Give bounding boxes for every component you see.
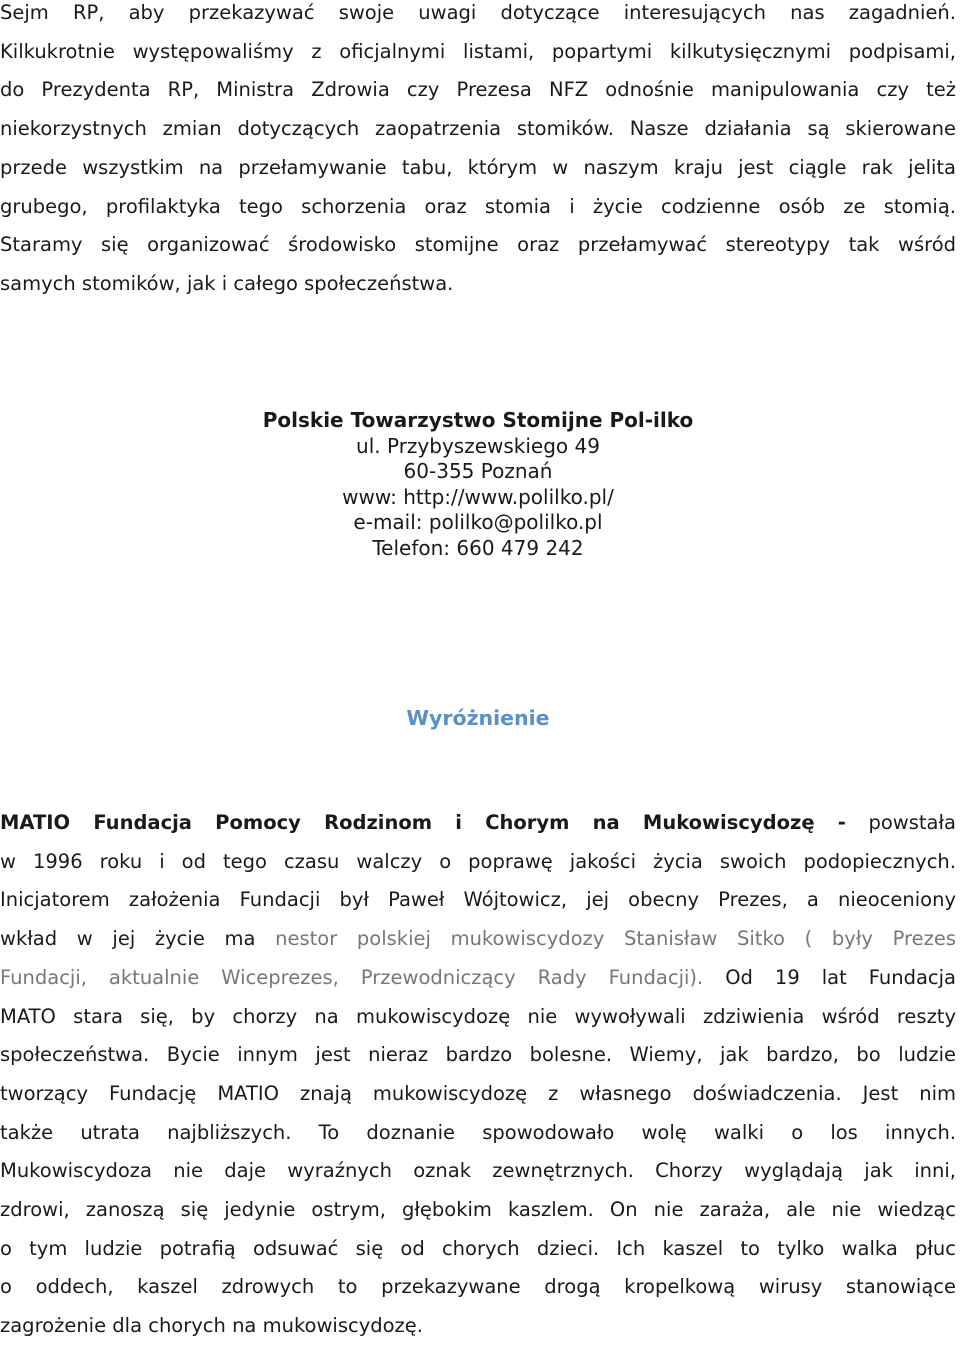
text-line: także utrata najbliższych. To doznanie spowodowało wolę walki o los innych. xyxy=(0,1120,956,1144)
text-line xyxy=(0,959,956,998)
gray-text-run: nestor polskiej mukowiscydozy Stanisław Sitko ( były Prezes xyxy=(275,927,956,951)
text-line: w 1996 roku i od tego czasu walczy o poprawę jakości życia swoich podopiecznych. xyxy=(0,849,956,873)
text-line: Mukowiscydoza nie daje wyraźnych oznak zewnętrznych. Chorzy wyglądają jak inni, xyxy=(0,1159,956,1183)
text-line: o tym ludzie potrafią odsuwać się od chorych dzieci. Ich kaszel to tylko walka płuc xyxy=(0,1236,956,1260)
section-heading: Wyróżnienie xyxy=(406,706,550,730)
text-line: społeczeństwa. Bycie innym jest nieraz bardzo bolesne. Wiemy, jak bardzo, bo ludzie xyxy=(0,1043,956,1067)
text-run: wkład w jej życie ma xyxy=(0,927,276,951)
text-line: niekorzystnych zmian dotyczących zaopatrzenia stomików. Nasze działania są skierowane xyxy=(0,117,956,141)
paragraph-stoma-society xyxy=(0,0,956,304)
text-line: Inicjatorem założenia Fundacji był Paweł Wójtowicz, jej obecny Prezes, a nieoceniony xyxy=(0,888,956,912)
text-line: samych stomików, jak i całego społeczeństwa. xyxy=(0,271,454,295)
address-email: e-mail: polilko@polilko.pl xyxy=(353,510,603,534)
text-line: grubego, profilaktyka tego schorzenia oraz stomia i życie codzienne osób ze stomią. xyxy=(0,194,956,218)
text-line: przede wszystkim na przełamywanie tabu, którym w naszym kraju jest ciągle rak jelita xyxy=(0,155,956,179)
text-line: MATO stara się, by chorzy na mukowiscydozę nie wywoływali zdziwienia wśród reszty xyxy=(0,1004,956,1028)
address-phone: Telefon: 660 479 242 xyxy=(372,535,584,560)
address-street: ul. Przybyszewskiego 49 xyxy=(356,433,600,458)
text-line xyxy=(0,804,956,843)
text-line: zagrożenie dla chorych na mukowiscydozę. xyxy=(0,1314,423,1338)
address-city: 60-355 Poznań xyxy=(403,459,553,483)
text-line: Sejm RP, aby przekazywać swoje uwagi dotyczące interesujących nas zagadnień. xyxy=(0,1,956,24)
paragraph-matio-foundation xyxy=(0,804,956,1346)
text-run: Od 19 lat Fundacja xyxy=(703,965,956,989)
text-line: Staramy się organizować środowisko stomijne oraz przełamywać stereotypy tak wśród xyxy=(0,233,956,257)
organization-name: Polskie Towarzystwo Stomijne Pol-ilko xyxy=(262,408,694,432)
text-run: powstała xyxy=(845,811,956,834)
text-line: tworzący Fundację MATIO znają mukowiscydozę z własnego doświadczenia. Jest nim xyxy=(0,1081,956,1105)
gray-text-run: Fundacji, aktualnie Wiceprezes, Przewodniczący Rady Fundacji). xyxy=(0,965,704,989)
address-www: www: http://www.polilko.pl/ xyxy=(342,484,614,509)
address-block xyxy=(0,408,956,561)
text-line: zdrowi, zanoszą się jedynie ostrym, głębokim kaszlem. On nie zaraża, ale nie wiedząc xyxy=(0,1198,956,1222)
text-line: do Prezydenta RP, Ministra Zdrowia czy Prezesa NFZ odnośnie manipulowania czy też xyxy=(0,78,956,102)
text-line: Kilkukrotnie występowaliśmy z oficjalnymi listami, popartymi kilkutysięcznymi podpisami, xyxy=(0,39,956,63)
text-line: o oddech, kaszel zdrowych to przekazywane drogą kropelkową wirusy stanowiące xyxy=(0,1275,956,1299)
foundation-name: MATIO Fundacja Pomocy Rodzinom i Chorym na Mukowiscydozę - xyxy=(0,811,846,834)
text-line xyxy=(0,920,956,959)
